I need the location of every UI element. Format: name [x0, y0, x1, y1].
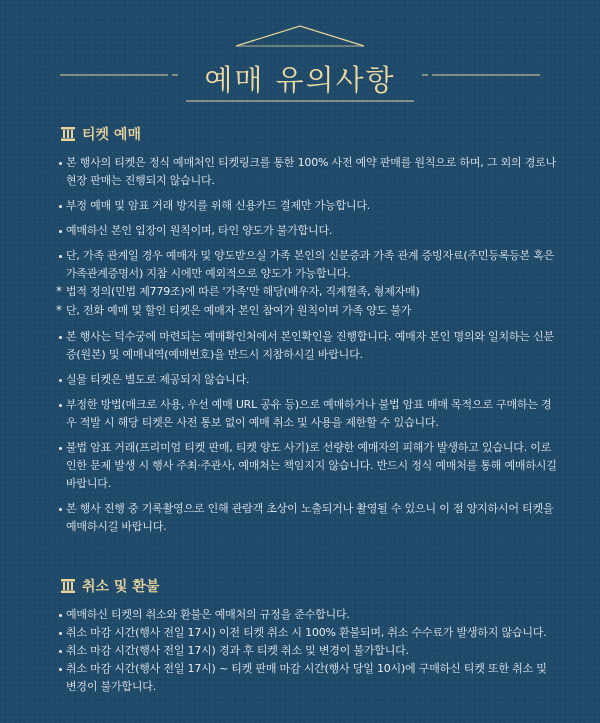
title-banner — [0, 18, 600, 108]
footnote: * 법적 정의(민법 제779조)에 따른 '가족'만 해당(배우자, 직계혈족, 형제자매) — [56, 284, 420, 298]
list-item: 본 행사는 덕수궁에 마련되는 예매확인처에서 본인확인을 진행합니다. 예매자 본인 명의와 일치하는 신분증(원본) 및 예매내역(예매번호)을 반드시 지참하시길 바랍니다. — [58, 328, 558, 364]
list-item: 예매하신 본인 입장이 원칙이며, 타인 양도가 불가합니다. — [58, 222, 558, 240]
footnote: * 단, 전화 예매 및 할인 티켓은 예매자 본인 참여가 원칙이며 가족 양도 불가 — [56, 303, 412, 317]
refund-section-heading — [60, 576, 159, 596]
list-item: 부정한 방법(매크로 사용, 우선 예매 URL 공유 등)으로 예매하거나 불법 암표 매매 목적으로 구매하는 경우 적발 시 해당 티켓은 사전 통보 없이 예매 취소 및 사용을 제한할 수 있습니다. — [58, 396, 558, 432]
list-item: 취소 마감 시간(행사 전일 17시) 이전 티켓 취소 시 100% 환불되며, 취소 수수료가 발생하지 않습니다. — [58, 624, 558, 642]
refund-section-title: 취소 및 환불 — [82, 579, 160, 595]
ticket-section-heading — [60, 124, 141, 144]
list-item: 단, 가족 관계일 경우 예매자 및 양도받으실 가족 본인의 신분증과 가족 관계 증빙자료(주민등록등본 혹은 가족관계증명서) 지참 시에만 예외적으로 양도가 가능합니다. — [58, 247, 558, 283]
list-item: 본 행사의 티켓은 정식 예매처인 티켓링크를 통한 100% 사전 예약 판매를 원칙으로 하며, 그 외의 경로나 현장 판매는 진행되지 않습니다. — [58, 154, 558, 190]
pillar-icon — [60, 578, 76, 594]
refund-rules-list — [58, 606, 558, 696]
roof-ornament — [236, 26, 364, 46]
list-item: 예매하신 티켓의 취소와 환불은 예매처의 규정을 준수합니다. — [58, 606, 558, 624]
page-title: 예매 유의사항 — [204, 63, 396, 97]
list-item: 취소 마감 시간(행사 전일 17시) 경과 후 티켓 취소 및 변경이 불가합니다. — [58, 642, 558, 660]
ticket-rules-list — [58, 154, 558, 543]
list-item: 취소 마감 시간(행사 전일 17시) ~ 티켓 판매 마감 시간(행사 당일 10시)에 구매하신 티켓 또한 취소 및 변경이 불가합니다. — [58, 660, 558, 696]
list-item: 실물 티켓은 별도로 제공되지 않습니다. — [58, 371, 558, 389]
list-item: 부정 예매 및 암표 거래 방지를 위해 신용카드 결제만 가능합니다. — [58, 197, 558, 215]
list-item: 본 행사 진행 중 기록촬영으로 인해 관람객 초상이 노출되거나 촬영될 수 있으니 이 점 양지하시어 티켓을 예매하시길 바랍니다. — [58, 500, 558, 536]
list-item: 불법 암표 거래(프리미엄 티켓 판매, 티켓 양도 사기)로 선량한 예매자의 피해가 발생하고 있습니다. 이로 인한 문제 발생 시 행사 주최·주관사, 예매처는 책임지지 않습니다. 반드시 정식 예매처를 통해 예매하시길 바랍니다. — [58, 439, 558, 493]
ticket-section-title: 티켓 예매 — [82, 127, 141, 143]
pillar-icon — [60, 126, 76, 142]
